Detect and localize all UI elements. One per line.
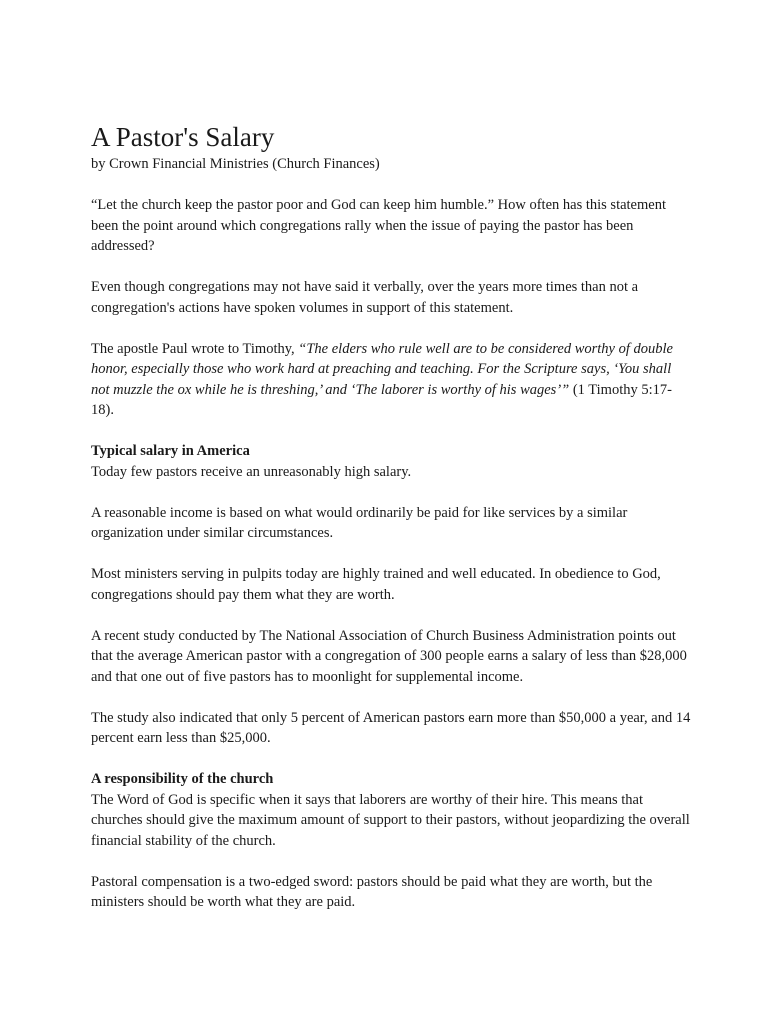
paragraph-3 (91, 339, 691, 421)
paragraph-4: Today few pastors receive an unreasonably high salary. (91, 463, 412, 480)
section-heading-typical-salary: Typical salary in America (91, 443, 250, 459)
paragraph-6: Most ministers serving in pulpits today are highly trained and well educated. In obedience to God, congregations should pay them what they are worth. (91, 566, 661, 603)
paragraph-5: A reasonable income is based on what would ordinarily be paid for like services by a similar organization under similar circumstances. (91, 504, 628, 541)
paragraph-3-intro: The apostle Paul wrote to Timothy, (91, 340, 299, 357)
paragraph-1: “Let the church keep the pastor poor and God can keep him humble.” How often has this statement been the point around which congregations rally when the issue of paying the pastor has been addressed? (91, 197, 666, 254)
document-page (91, 120, 691, 933)
paragraph-8: The study also indicated that only 5 percent of American pastors earn more than $50,000 a year, and 14 percent earn less than $25,000. (91, 709, 691, 746)
paragraph-7: A recent study conducted by The National Association of Church Business Administration points out that the average American pastor with a congregation of 300 people earns a salary of less than $28,000 and that one out of five pastors has to moonlight for supplemental income. (91, 627, 687, 685)
paragraph-10: Pastoral compensation is a two-edged sword: pastors should be paid what they are worth, but the ministers should be worth what they are paid. (91, 873, 653, 910)
scripture-quote: “The elders who rule well are to be considered worthy of double honor, especially those who work hard at preaching and teaching. For the Scripture says, ‘You shall not muzzle the ox while he is threshing,’ and ‘The laborer is worthy of his wages’” (91, 340, 673, 398)
page-title: A Pastor's Salary (91, 122, 275, 152)
paragraph-9: The Word of God is specific when it says that laborers are worthy of their hire. This means that churches should give the maximum amount of support to their pastors, without jeopardizing the overall financial stability of the church. (91, 791, 690, 849)
scripture-reference: (1 Timothy 5:17-18). (91, 381, 672, 418)
byline: by Crown Financial Ministries (Church Finances) (91, 156, 380, 172)
paragraph-2: Even though congregations may not have said it verbally, over the years more times than not a congregation's actions have spoken volumes in support of this statement. (91, 279, 639, 316)
section-heading-responsibility: A responsibility of the church (91, 771, 274, 787)
